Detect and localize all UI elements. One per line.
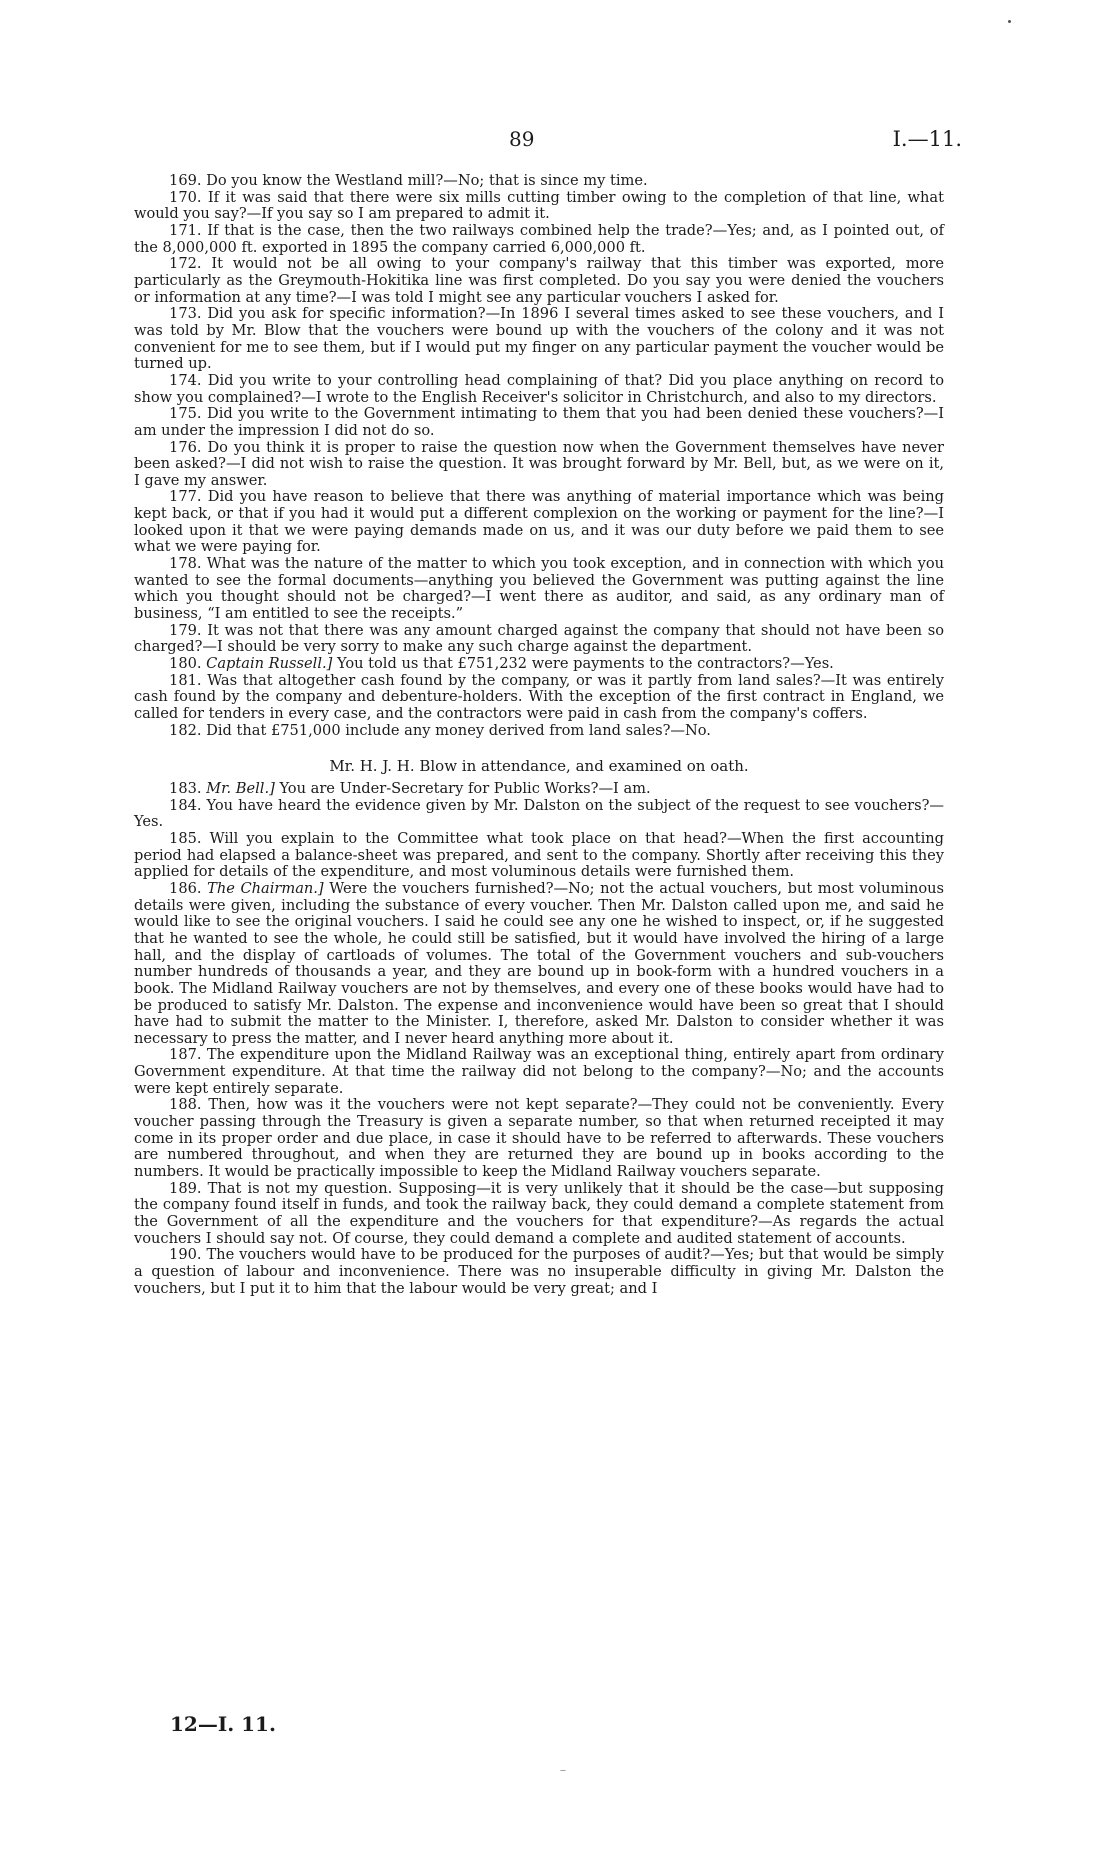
paragraph bbox=[134, 1181, 944, 1248]
paragraph bbox=[134, 489, 944, 556]
question-number: 188. bbox=[169, 1096, 202, 1114]
paragraph bbox=[134, 673, 944, 723]
question-number: 179. bbox=[169, 621, 202, 639]
question-number: 173. bbox=[169, 305, 202, 323]
paragraph bbox=[134, 881, 944, 1048]
paragraph bbox=[134, 173, 944, 190]
paragraph-text: Will you explain to the Committee what took place on that head?—When the first accounting period had elapsed a balance-sheet was prepared, and sent to the company. Shortly after receiving this they applied for details of the expenditure, and most voluminous details were furnished them. bbox=[134, 829, 945, 881]
question-number: 189. bbox=[169, 1179, 202, 1197]
question-number: 177. bbox=[169, 488, 202, 506]
paragraph-text: It would not be all owing to your company's railway that this timber was exported, more particularly as the Greymouth-Hokitika line was first completed. Do you say you were denied the vouchers or information at any time?—I was told I might see any particular vouchers I asked for. bbox=[134, 255, 944, 306]
paragraph bbox=[134, 781, 944, 798]
body-text bbox=[134, 173, 944, 1297]
question-number: 178. bbox=[169, 555, 202, 573]
question-number: 187. bbox=[169, 1046, 202, 1064]
paragraph-text: Did you write to the Government intimating to them that you had been denied these vouchers?—I am under the impression I did not do so. bbox=[134, 405, 945, 439]
question-number: 181. bbox=[169, 671, 202, 689]
section-heading: Mr. H. J. H. Blow in attendance, and examined on oath. bbox=[329, 757, 749, 776]
paragraph-text: Do you know the Westland mill?—No; that is since my time. bbox=[206, 172, 648, 189]
paragraph-text: What was the nature of the matter to which you took exception, and in connection with which you wanted to see the formal documents—anything you believed the Government was putting against the line which you thought should not be charged?—I went there as auditor, and said, as any ordinary man of business, “I am entitled to see the receipts.” bbox=[134, 555, 945, 623]
paragraph bbox=[134, 623, 944, 656]
page-number: 89 bbox=[509, 127, 535, 151]
paragraph-text: The vouchers would have to be produced for the purposes of audit?—Yes; but that would be simply a question of labour and inconvenience. There was no insuperable difficulty in giving Mr. Dalston the vouchers, but I put it to him that the labour would be very great; and I bbox=[134, 1246, 945, 1297]
question-number: 185. bbox=[169, 829, 202, 847]
paragraph-text: Did you ask for specific information?—In 1896 I several times asked to see these vouchers, and I was told by Mr. Blow that the vouchers were bound up with the vouchers of the colony and it was not convenient for me to see them, but if I would put my finger on any particular payment the voucher would be turned up. bbox=[134, 305, 945, 373]
question-number: 180. bbox=[169, 655, 202, 673]
paragraph-text: You told us that £751,232 were payments to the contractors?—Yes. bbox=[336, 655, 834, 673]
paragraph-text: You are Under-Secretary for Public Works?—I am. bbox=[279, 779, 651, 797]
paragraph-text: The expenditure upon the Midland Railway was an exceptional thing, entirely apart from ordinary Government expenditure. At that time the railway did not belong to the company?—No; and the accounts were kept entirely separate. bbox=[134, 1046, 945, 1097]
paragraph-text: If that is the case, then the two railways combined help the trade?—Yes; and, as I pointed out, of the 8,000,000 ft. exported in 1895 the company carried 6,000,000 ft. bbox=[134, 221, 944, 256]
paragraph-text: Do you think it is proper to raise the question now when the Government themselves have never been asked?—I did not wish to raise the question. It was brought forward by Mr. Bell, but, as we were on it, I gave my answer. bbox=[134, 438, 944, 489]
question-number: 169. bbox=[169, 172, 202, 189]
paragraph-text: It was not that there was any amount charged against the company that should not have been so charged?—I should be very sorry to make any such charge against the department. bbox=[134, 621, 945, 656]
paragraph bbox=[134, 556, 944, 623]
question-number: 183. bbox=[169, 779, 202, 797]
print-speck bbox=[560, 1770, 566, 1771]
print-speck bbox=[1008, 20, 1011, 23]
question-number: 184. bbox=[169, 796, 202, 814]
question-number: 174. bbox=[169, 371, 202, 389]
paragraph-text: Were the vouchers furnished?—No; not the actual vouchers, but most voluminous details were given, including the substance of every voucher. Then Mr. Dalston called upon me, and said he would like to see the original vouchers. I said he could see any one he wished to inspect, or, if he suggested that he wanted to see the whole, he could still be satisfied, but it would have involved the hiring of a large hall, and the display of cartloads of volumes. The total of the Government vouchers and sub-vouchers number hundreds of thousands a year, and they are bound up in book-form with a hundred vouchers in a book. The Midland Railway vouchers are not by themselves, and every one of these books would have had to be produced to satisfy Mr. Dalston. The expense and inconvenience would have been so great that I should have had to submit the matter to the Minister. I, therefore, asked Mr. Dalston to consider whether it was necessary to press the matter, and I never heard anything more about it. bbox=[134, 879, 945, 1047]
paragraph-text: That is not my question. Supposing—it is very unlikely that it should be the case—but supposing the company found itself in funds, and took the railway back, they could demand a complete statement from the Government of all the expenditure and the vouchers for that expenditure?—As regards the actual vouchers I should say not. Of course, they could demand a complete and audited statement of accounts. bbox=[134, 1179, 945, 1247]
paragraph bbox=[134, 1097, 944, 1180]
paragraph-text: Did that £751,000 include any money derived from land sales?—No. bbox=[206, 721, 711, 739]
paragraph bbox=[134, 1047, 944, 1097]
paragraph bbox=[134, 656, 944, 673]
question-number: 170. bbox=[169, 188, 202, 206]
paragraph bbox=[134, 440, 944, 490]
paragraph bbox=[134, 723, 944, 740]
question-number: 186. bbox=[169, 879, 202, 897]
paragraph-text: Did you have reason to believe that there was anything of material importance which was being kept back, or that if you had it would put a different complexion on the working or payment for the line?—I looked upon it that we were paying demands made on us, and it was our duty before we paid them to see what we were paying for. bbox=[134, 488, 945, 556]
page-header bbox=[0, 127, 1114, 157]
paragraph bbox=[134, 798, 944, 831]
paragraph-text: You have heard the evidence given by Mr. Dalston on the subject of the request to see vouchers?—Yes. bbox=[134, 796, 944, 831]
paragraph-text: Was that altogether cash found by the company, or was it partly from land sales?—It was entirely cash found by the company and debenture-holders. With the exception of the first contract in England, we called for tenders in every case, and the contractors were paid in cash from the company's coffers. bbox=[134, 671, 944, 722]
question-number: 182. bbox=[169, 721, 202, 739]
paragraph bbox=[134, 831, 944, 881]
question-number: 176. bbox=[169, 438, 202, 456]
paragraph bbox=[134, 256, 944, 306]
speaker-name: The Chairman.] bbox=[207, 879, 324, 897]
paragraphs-before bbox=[134, 173, 944, 739]
paragraph-text: If it was said that there were six mills cutting timber owing to the completion of that line, what would you say?—If you say so I am prepared to admit it. bbox=[134, 188, 944, 223]
paragraph bbox=[134, 306, 944, 373]
paragraph bbox=[134, 373, 944, 406]
question-number: 172. bbox=[169, 255, 202, 273]
speaker-name: Captain Russell.] bbox=[206, 655, 333, 673]
paragraphs-after bbox=[134, 781, 944, 1297]
footer-signature: 12—I. 11. bbox=[170, 1712, 276, 1736]
paragraph bbox=[134, 406, 944, 439]
paragraph bbox=[134, 190, 944, 223]
question-number: 190. bbox=[169, 1246, 202, 1264]
document-reference: I.—11. bbox=[892, 127, 962, 151]
speaker-name: Mr. Bell.] bbox=[206, 779, 275, 797]
question-number: 175. bbox=[169, 405, 202, 423]
paragraph bbox=[134, 1247, 944, 1297]
question-number: 171. bbox=[169, 221, 202, 239]
paragraph-text: Did you write to your controlling head complaining of that? Did you place anything on record to show you complained?—I wrote to the English Receiver's solicitor in Christchurch, and also to my directors. bbox=[134, 371, 945, 406]
paragraph bbox=[134, 223, 944, 256]
paragraph-text: Then, how was it the vouchers were not kept separate?—They could not be conveniently. Every voucher passing through the Treasury is given a separate number, so that when returned receipted it may come in its proper order and due place, in case it should have to be referred to afterwards. These vouchers are numbered throughout, and when they are returned they are bound up in books according to the numbers. It would be practically impossible to keep the Midland Railway vouchers separate. bbox=[134, 1096, 945, 1181]
